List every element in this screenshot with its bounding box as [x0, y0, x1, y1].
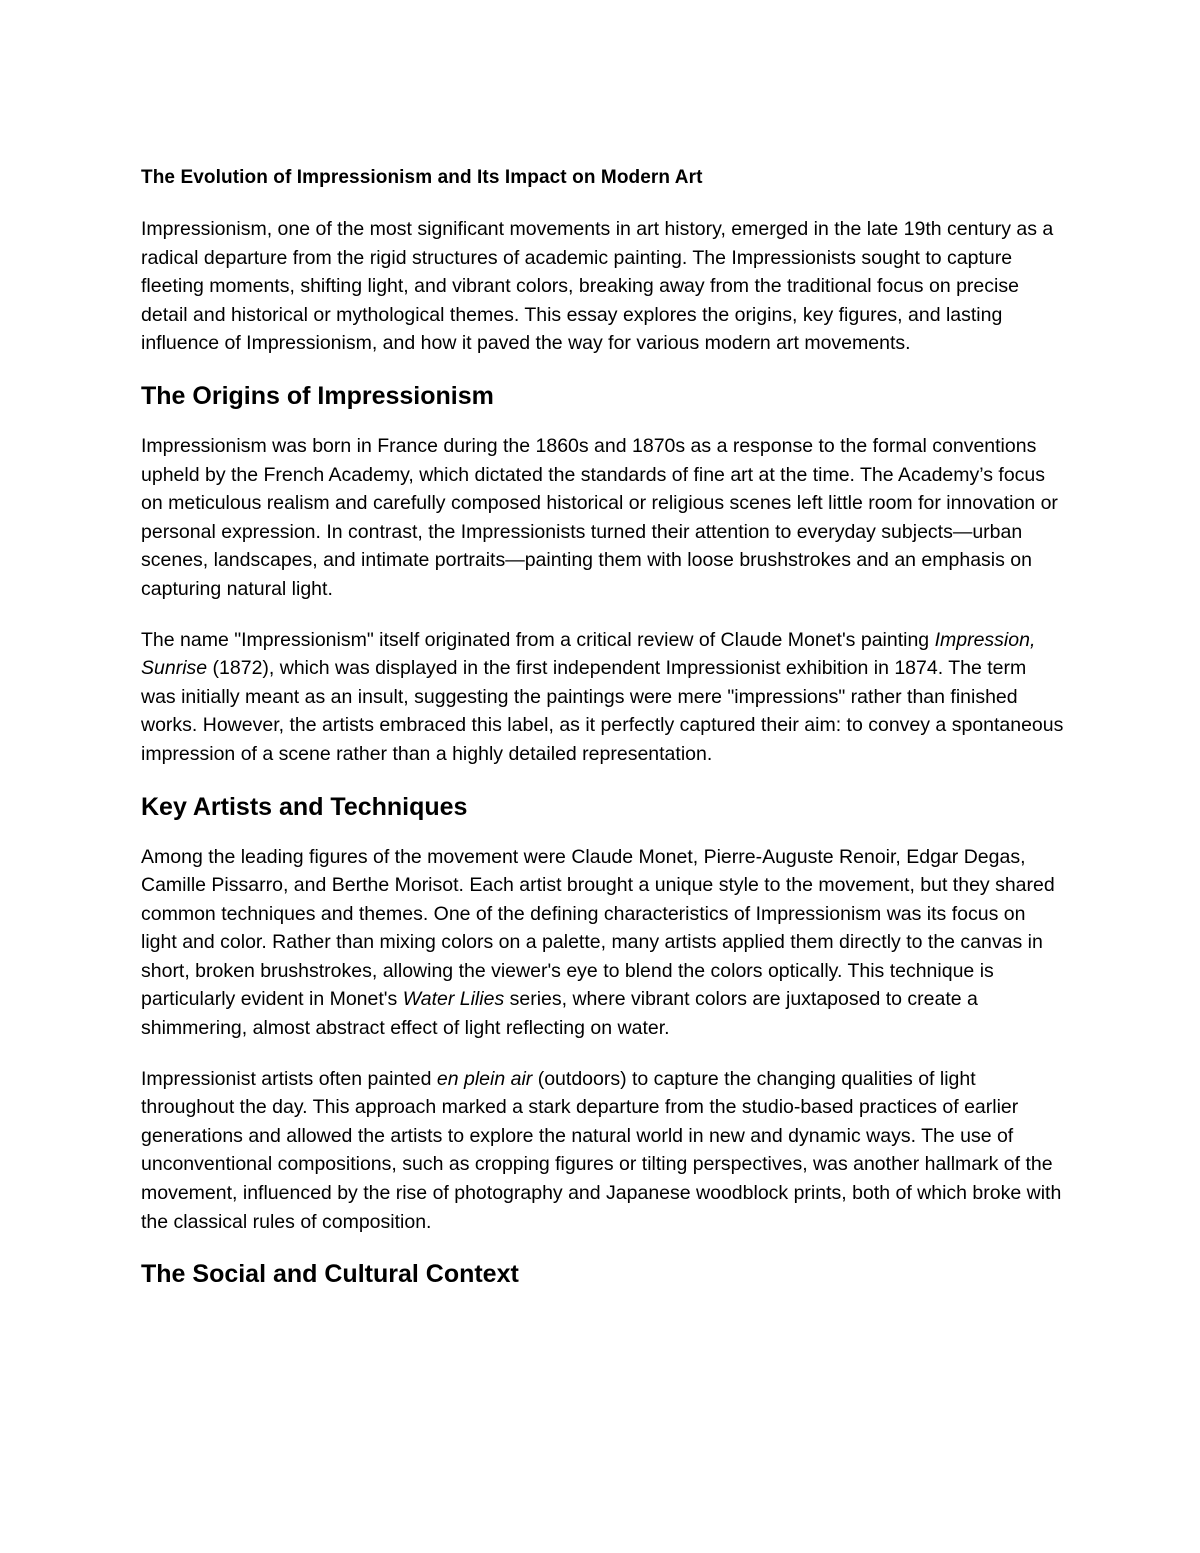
key-artists-paragraph-2 — [141, 1065, 1066, 1237]
intro-paragraph: Impressionism, one of the most significant movements in art history, emerged in the late 19th century as a radical departure from the rigid structures of academic painting. The Impressionists sought to capture fleeting moments, shifting light, and vibrant colors, breaking away from the traditional focus on precise detail and historical or mythological themes. This essay explores the origins, key figures, and lasting influence of Impressionism, and how it paved the way for various modern art movements. — [141, 218, 1054, 355]
document-page — [141, 164, 1066, 1310]
key-artists-paragraph-1 — [141, 843, 1066, 1043]
origins-p2-text-b: (1872), which was displayed in the first independent Impressionist exhibition in 1874. The term was initially meant as an insult, suggesting the paintings were mere "impressions" rather than finished works. However, the artists embraced this label, as it perfectly captured their aim: to convey a spontaneous impression of a scene rather than a highly detailed representation. — [141, 657, 1064, 765]
artwork-title-water-lilies: Water Lilies — [402, 988, 505, 1011]
key-p1-text-a: Among the leading figures of the movement were Claude Monet, Pierre-Auguste Renoir, Edgar Degas, Camille Pissarro, and Berthe Morisot. Each artist brought a unique style to the movement, but they shared common techniques and themes. One of the defining characteristics of Impressionism was its focus on light and color. Rather than mixing colors on a palette, many artists applied them directly to the canvas in short, broken brushstrokes, allowing the viewer's eye to blend the colors optically. This technique is particularly evident in Monet's — [141, 845, 1055, 1011]
document-title: The Evolution of Impressionism and Its Impact on Modern Art — [141, 167, 703, 188]
key-p2-text-b: (outdoors) to capture the changing qualities of light throughout the day. This approach marked a stark departure from the studio-based practices of earlier generations and allowed the artists to explore the natural world in new and dynamic ways. The use of unconventional compositions, such as cropping figures or tilting perspectives, was another hallmark of the movement, influenced by the rise of photography and Japanese woodblock prints, both of which broke with the classical rules of composition. — [141, 1067, 1062, 1233]
origins-p2-text-a: The name "Impressionism" itself originated from a critical review of Claude Monet's painting — [141, 628, 935, 651]
artwork-title-impression-sunrise: Impression, Sunrise — [141, 628, 1036, 680]
origins-paragraph-2 — [141, 626, 1066, 769]
term-en-plein-air: en plein air — [436, 1067, 533, 1090]
section-heading-key-artists: Key Artists and Techniques — [141, 792, 468, 821]
key-p2-text-a: Impressionist artists often painted — [141, 1067, 437, 1090]
section-heading-origins: The Origins of Impressionism — [141, 381, 494, 410]
section-heading-social-context: The Social and Cultural Context — [141, 1260, 519, 1289]
key-p1-text-b: series, where vibrant colors are juxtaposed to create a shimmering, almost abstract effect of light reflecting on water. — [141, 988, 978, 1040]
origins-paragraph-1: Impressionism was born in France during the 1860s and 1870s as a response to the formal conventions upheld by the French Academy, which dictated the standards of fine art at the time. The Academy’s focus on meticulous realism and carefully composed historical or religious scenes left little room for innovation or personal expression. In contrast, the Impressionists turned their attention to everyday subjects—urban scenes, landscapes, and intimate portraits—painting them with loose brushstrokes and an emphasis on capturing natural light. — [141, 434, 1058, 600]
